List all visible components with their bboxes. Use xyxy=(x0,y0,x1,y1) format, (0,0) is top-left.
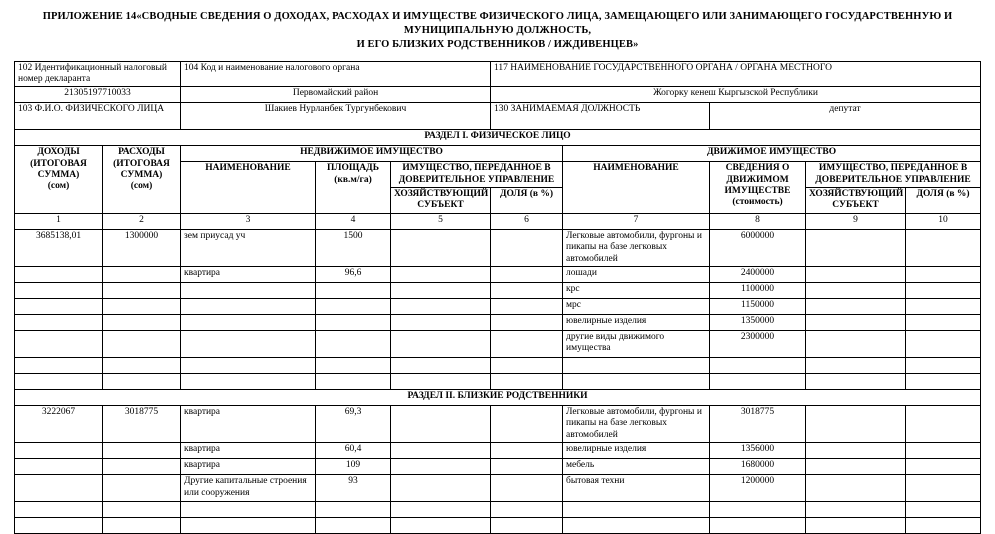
col-trust-movable-line-2: ДОВЕРИТЕЛЬНОЕ УПРАВЛЕНИЕ xyxy=(815,174,971,185)
section-2-band: РАЗДЕЛ II. БЛИЗКИЕ РОДСТВЕННИКИ xyxy=(15,390,981,406)
cell-area: 69,3 xyxy=(316,406,391,443)
cell-trust-share xyxy=(491,358,563,374)
col-number-8: 8 xyxy=(710,213,806,229)
cell-movable-trust-share xyxy=(906,267,981,283)
col-expense-line-1: РАСХОДЫ xyxy=(118,147,165,158)
table-row xyxy=(15,374,981,390)
cell-expense xyxy=(103,459,181,475)
col-expense-line-3: СУММА) xyxy=(120,170,163,181)
cell-movable-name xyxy=(563,502,710,518)
cell-trust-subject xyxy=(391,283,491,299)
section-2-band-row xyxy=(15,390,981,406)
column-number-row xyxy=(15,213,981,229)
cell-movable-value: 1356000 xyxy=(710,443,806,459)
col-number-10: 10 xyxy=(906,213,981,229)
cell-movable-trust-subject xyxy=(806,374,906,390)
table-row xyxy=(15,283,981,299)
cell-movable-trust-share xyxy=(906,502,981,518)
table-row xyxy=(15,315,981,331)
cell-income: 3685138,01 xyxy=(15,229,103,266)
cell-movable-trust-subject xyxy=(806,443,906,459)
cell-income xyxy=(15,374,103,390)
cell-area xyxy=(316,315,391,331)
cell-trust-share xyxy=(491,475,563,502)
table-row xyxy=(15,443,981,459)
cell-movable-name: ювелирные изделия xyxy=(563,315,710,331)
table-row xyxy=(15,331,981,358)
cell-movable-trust-subject xyxy=(806,283,906,299)
col-subject-movable-header xyxy=(806,188,906,214)
cell-expense xyxy=(103,315,181,331)
col-area-line-1: ПЛОЩАДЬ xyxy=(327,163,379,174)
col-subject-immovable-header xyxy=(391,188,491,214)
header-row-person xyxy=(15,103,981,130)
declaration-table xyxy=(14,61,981,534)
cell-trust-share xyxy=(491,315,563,331)
cell-movable-value: 2300000 xyxy=(710,331,806,358)
document-title-line-1: ПРИЛОЖЕНИЕ 14«СВОДНЫЕ СВЕДЕНИЯ О ДОХОДАХ, РАСХОДАХ И ИМУЩЕСТВЕ ФИЗИЧЕСКОГО ЛИЦА, ЗАМЕЩАЮЩЕГО ИЛИ ЗАНИМАЮЩЕГО ГОСУДАРСТВЕННУЮ И МУНИЦИПАЛЬНУЮ ДОЛЖНОСТЬ, xyxy=(42,11,953,37)
table-row xyxy=(15,475,981,502)
col-trust-movable-line-1: ИМУЩЕСТВО, ПЕРЕДАННОЕ В xyxy=(818,163,968,174)
cell-movable-value xyxy=(710,374,806,390)
cell-immovable-name xyxy=(181,283,316,299)
field-117-value: Жогорку кенеш Кыргызской Республики xyxy=(491,87,981,103)
cell-movable-name xyxy=(563,374,710,390)
cell-trust-subject xyxy=(391,374,491,390)
field-103-value: Шакиев Нурланбек Тургунбекович xyxy=(181,103,491,130)
cell-movable-trust-subject xyxy=(806,502,906,518)
col-expense-line-2: (ИТОГОВАЯ xyxy=(113,158,170,169)
cell-trust-share xyxy=(491,299,563,315)
col-trust-immovable-line-2: ДОВЕРИТЕЛЬНОЕ УПРАВЛЕНИЕ xyxy=(398,174,555,185)
cell-movable-trust-subject xyxy=(806,358,906,374)
cell-movable-trust-share xyxy=(906,459,981,475)
col-number-9: 9 xyxy=(806,213,906,229)
cell-area xyxy=(316,374,391,390)
band-movable-property: ДВИЖИМОЕ ИМУЩЕСТВО xyxy=(563,146,981,162)
cell-movable-trust-share xyxy=(906,443,981,459)
cell-income xyxy=(15,443,103,459)
col-income-line-1: ДОХОДЫ xyxy=(37,147,80,158)
table-row xyxy=(15,502,981,518)
table-row xyxy=(15,229,981,266)
table-row xyxy=(15,459,981,475)
cell-movable-trust-subject xyxy=(806,267,906,283)
cell-trust-subject xyxy=(391,267,491,283)
cell-area xyxy=(316,502,391,518)
cell-movable-trust-share xyxy=(906,518,981,534)
band-immovable-property: НЕДВИЖИМОЕ ИМУЩЕСТВО xyxy=(181,146,563,162)
property-group-band-row xyxy=(15,146,981,162)
cell-movable-value xyxy=(710,502,806,518)
cell-immovable-name: квартира xyxy=(181,443,316,459)
cell-movable-trust-subject xyxy=(806,459,906,475)
col-number-2: 2 xyxy=(103,213,181,229)
cell-movable-value: 3018775 xyxy=(710,406,806,443)
cell-income xyxy=(15,502,103,518)
field-102-value: 21305197710033 xyxy=(15,87,181,103)
cell-trust-share xyxy=(491,502,563,518)
table-row xyxy=(15,267,981,283)
cell-immovable-name: квартира xyxy=(181,267,316,283)
cell-movable-value: 1680000 xyxy=(710,459,806,475)
cell-expense xyxy=(103,374,181,390)
col-number-4: 4 xyxy=(316,213,391,229)
field-104-label: 104 Код и наименование налогового органа xyxy=(181,61,491,87)
cell-trust-subject xyxy=(391,518,491,534)
table-row xyxy=(15,299,981,315)
col-share-immovable-header: ДОЛЯ (в %) xyxy=(491,188,563,214)
cell-income xyxy=(15,459,103,475)
cell-area xyxy=(316,331,391,358)
col-movable-info-line-3: ИМУЩЕСТВЕ xyxy=(724,186,791,197)
col-income-line-4: (сом) xyxy=(47,181,70,192)
cell-trust-share xyxy=(491,331,563,358)
cell-movable-trust-share xyxy=(906,374,981,390)
cell-movable-trust-subject xyxy=(806,406,906,443)
field-103-label: 103 Ф.И.О. ФИЗИЧЕСКОГО ЛИЦА xyxy=(15,103,181,130)
cell-income xyxy=(15,518,103,534)
col-number-1: 1 xyxy=(15,213,103,229)
cell-expense xyxy=(103,475,181,502)
cell-trust-subject xyxy=(391,406,491,443)
cell-trust-share xyxy=(491,374,563,390)
cell-area xyxy=(316,299,391,315)
cell-movable-name xyxy=(563,518,710,534)
cell-income: 3222067 xyxy=(15,406,103,443)
col-area-header xyxy=(316,162,391,214)
cell-trust-share xyxy=(491,443,563,459)
cell-income xyxy=(15,358,103,374)
col-expense-line-4: (сом) xyxy=(130,181,153,192)
cell-movable-trust-subject xyxy=(806,299,906,315)
document-title xyxy=(14,10,981,53)
cell-area: 96,6 xyxy=(316,267,391,283)
cell-movable-trust-share xyxy=(906,475,981,502)
field-130-label: 130 ЗАНИМАЕМАЯ ДОЛЖНОСТЬ xyxy=(491,103,710,130)
col-movable-name-header: НАИМЕНОВАНИЕ xyxy=(563,162,710,214)
col-movable-info-header xyxy=(710,162,806,214)
cell-movable-trust-subject xyxy=(806,331,906,358)
cell-immovable-name: квартира xyxy=(181,459,316,475)
col-number-6: 6 xyxy=(491,213,563,229)
cell-movable-value: 1100000 xyxy=(710,283,806,299)
cell-income xyxy=(15,475,103,502)
cell-expense xyxy=(103,358,181,374)
cell-trust-subject xyxy=(391,229,491,266)
cell-movable-trust-subject xyxy=(806,518,906,534)
cell-movable-value xyxy=(710,518,806,534)
cell-immovable-name xyxy=(181,518,316,534)
cell-movable-trust-share xyxy=(906,331,981,358)
col-subject-movable-line-1: ХОЗЯЙСТВУЮЩИЙ xyxy=(809,189,904,200)
cell-immovable-name xyxy=(181,299,316,315)
col-movable-info-line-2: ДВИЖИМОМ xyxy=(726,174,789,185)
cell-movable-name: другие виды движимого имущества xyxy=(563,331,710,358)
col-subject-movable-line-2: СУБЪЕКТ xyxy=(832,200,879,211)
cell-area: 60,4 xyxy=(316,443,391,459)
cell-trust-subject xyxy=(391,475,491,502)
document-title-line-2: И ЕГО БЛИЗКИХ РОДСТВЕННИКОВ / ИЖДИВЕНЦЕВ» xyxy=(356,39,639,51)
col-trust-movable-header xyxy=(806,162,981,188)
cell-area xyxy=(316,518,391,534)
cell-trust-subject xyxy=(391,459,491,475)
table-row xyxy=(15,518,981,534)
cell-movable-value: 1350000 xyxy=(710,315,806,331)
field-130-value: депутат xyxy=(710,103,981,130)
cell-immovable-name: Другие капитальные строения или сооружения xyxy=(181,475,316,502)
header-row-values xyxy=(15,87,981,103)
cell-movable-trust-share xyxy=(906,406,981,443)
cell-expense xyxy=(103,331,181,358)
cell-trust-share xyxy=(491,459,563,475)
cell-trust-subject xyxy=(391,331,491,358)
cell-movable-name: мрс xyxy=(563,299,710,315)
cell-trust-subject xyxy=(391,443,491,459)
cell-area: 1500 xyxy=(316,229,391,266)
cell-expense xyxy=(103,518,181,534)
col-number-7: 7 xyxy=(563,213,710,229)
field-117-label: 117 НАИМЕНОВАНИЕ ГОСУДАРСТВЕННОГО ОРГАНА / ОРГАНА МЕСТНОГО xyxy=(491,61,981,87)
cell-expense xyxy=(103,283,181,299)
cell-trust-subject xyxy=(391,358,491,374)
cell-movable-value: 6000000 xyxy=(710,229,806,266)
cell-movable-trust-share xyxy=(906,229,981,266)
field-102-label: 102 Идентификационный налоговый номер декларанта xyxy=(15,61,181,87)
cell-immovable-name: квартира xyxy=(181,406,316,443)
cell-area: 109 xyxy=(316,459,391,475)
col-trust-immovable-line-1: ИМУЩЕСТВО, ПЕРЕДАННОЕ В xyxy=(402,163,551,174)
cell-movable-trust-subject xyxy=(806,229,906,266)
cell-income xyxy=(15,315,103,331)
cell-movable-name: бытовая техни xyxy=(563,475,710,502)
cell-income xyxy=(15,267,103,283)
cell-movable-trust-share xyxy=(906,315,981,331)
col-income-line-2: (ИТОГОВАЯ xyxy=(30,158,87,169)
col-area-line-2: (кв.м/га) xyxy=(334,174,372,185)
col-number-5: 5 xyxy=(391,213,491,229)
cell-movable-name: лошади xyxy=(563,267,710,283)
cell-movable-value: 1150000 xyxy=(710,299,806,315)
cell-income xyxy=(15,283,103,299)
cell-trust-subject xyxy=(391,299,491,315)
cell-income xyxy=(15,299,103,315)
cell-immovable-name xyxy=(181,502,316,518)
cell-area xyxy=(316,283,391,299)
col-income-line-3: СУММА) xyxy=(37,170,80,181)
cell-trust-share xyxy=(491,518,563,534)
cell-movable-trust-share xyxy=(906,358,981,374)
cell-trust-share xyxy=(491,267,563,283)
col-movable-info-line-1: СВЕДЕНИЯ О xyxy=(725,163,790,174)
cell-expense xyxy=(103,267,181,283)
cell-movable-trust-share xyxy=(906,283,981,299)
col-expense-header xyxy=(103,146,181,214)
table-row xyxy=(15,406,981,443)
cell-area: 93 xyxy=(316,475,391,502)
cell-movable-trust-share xyxy=(906,299,981,315)
col-movable-info-line-4: (стоимость) xyxy=(732,197,783,208)
cell-movable-name: ювелирные изделия xyxy=(563,443,710,459)
section-1-band: РАЗДЕЛ I. ФИЗИЧЕСКОЕ ЛИЦО xyxy=(15,130,981,146)
cell-trust-share xyxy=(491,229,563,266)
col-trust-immovable-header xyxy=(391,162,563,188)
cell-movable-trust-subject xyxy=(806,475,906,502)
col-income-header xyxy=(15,146,103,214)
cell-expense: 3018775 xyxy=(103,406,181,443)
cell-movable-name: Легковые автомобили, фургоны и пикапы на базе легковых автомобилей xyxy=(563,229,710,266)
cell-expense xyxy=(103,502,181,518)
header-row-codes xyxy=(15,61,981,87)
cell-trust-share xyxy=(491,283,563,299)
col-immovable-name-header: НАИМЕНОВАНИЕ xyxy=(181,162,316,214)
cell-movable-value: 1200000 xyxy=(710,475,806,502)
cell-movable-trust-subject xyxy=(806,315,906,331)
cell-income xyxy=(15,331,103,358)
cell-expense xyxy=(103,299,181,315)
cell-movable-name: крс xyxy=(563,283,710,299)
cell-trust-subject xyxy=(391,502,491,518)
col-number-3: 3 xyxy=(181,213,316,229)
cell-immovable-name xyxy=(181,374,316,390)
col-subject-immovable-line-2: СУБЪЕКТ xyxy=(417,200,464,211)
cell-immovable-name xyxy=(181,331,316,358)
table-row xyxy=(15,358,981,374)
cell-expense: 1300000 xyxy=(103,229,181,266)
field-104-value: Первомайский район xyxy=(181,87,491,103)
cell-area xyxy=(316,358,391,374)
cell-immovable-name xyxy=(181,358,316,374)
cell-movable-name: мебель xyxy=(563,459,710,475)
cell-trust-share xyxy=(491,406,563,443)
cell-movable-value xyxy=(710,358,806,374)
cell-immovable-name xyxy=(181,315,316,331)
section-1-band-row xyxy=(15,130,981,146)
cell-movable-name xyxy=(563,358,710,374)
cell-expense xyxy=(103,443,181,459)
cell-movable-value: 2400000 xyxy=(710,267,806,283)
col-share-movable-header: ДОЛЯ (в %) xyxy=(906,188,981,214)
cell-trust-subject xyxy=(391,315,491,331)
cell-movable-name: Легковые автомобили, фургоны и пикапы на базе легковых автомобилей xyxy=(563,406,710,443)
cell-immovable-name: зем приусад уч xyxy=(181,229,316,266)
col-subject-immovable-line-1: ХОЗЯЙСТВУЮЩИЙ xyxy=(394,189,489,200)
